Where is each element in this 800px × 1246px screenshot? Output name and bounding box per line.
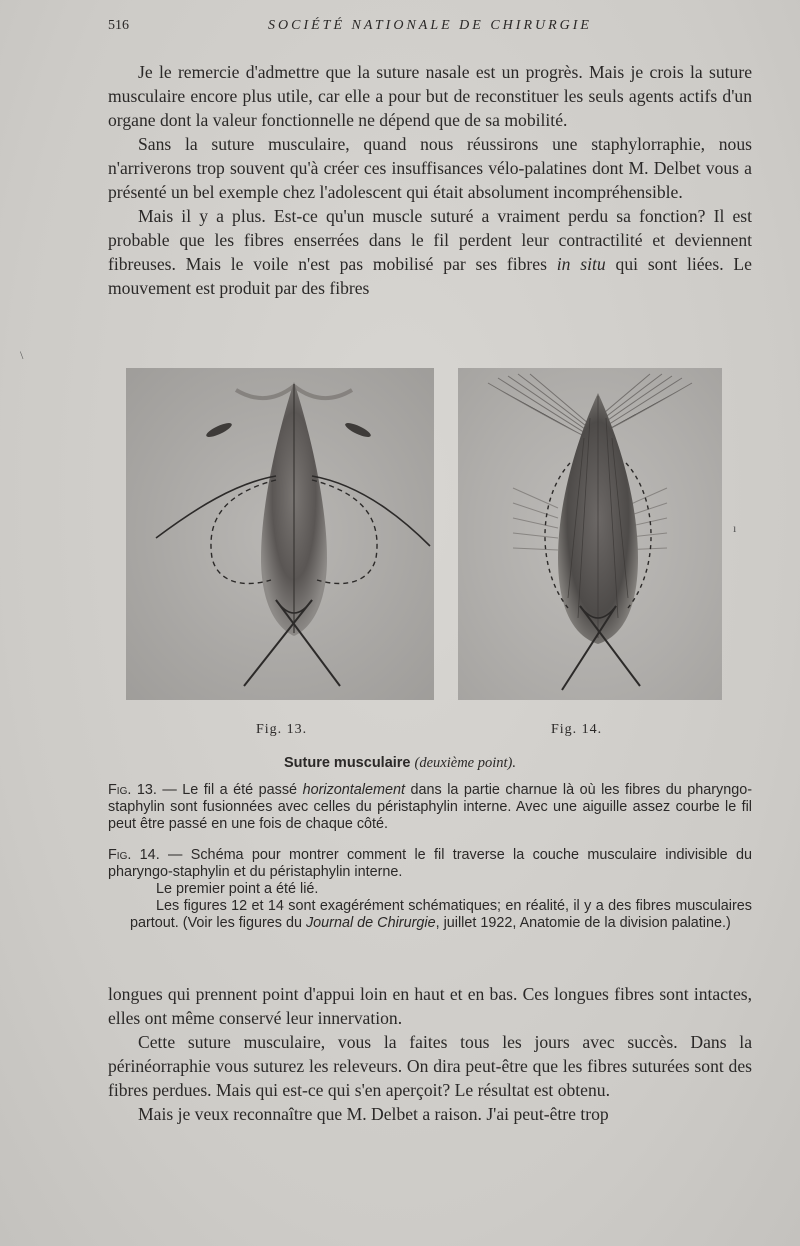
page-number: 516 (108, 18, 129, 33)
caption-13-text (108, 782, 752, 833)
running-title: SOCIÉTÉ NATIONALE DE CHIRURGIE (268, 18, 592, 33)
caption-13-before: — Le fil a été passé (156, 782, 303, 798)
caption-title-bold: Suture musculaire (283, 755, 411, 771)
caption-fig-14 (108, 847, 752, 932)
caption-14-line-3-after: , juillet 1922, Anatomie de la division palatine.) (435, 915, 731, 931)
paragraph-3 (108, 204, 752, 300)
paragraph-3-before: Mais il y a plus. Est-ce qu'un muscle suturé a vraiment perdu sa fonction? Il est probable que les fibres enserrées dans le fil perdent leur contractilité et deviennent fibreuses. Mais le voile n'est pas mobilisé par ses fibres (108, 206, 752, 274)
stray-mark-right: ı (733, 521, 737, 535)
caption-14-text: — Schéma pour montrer comment le fil traverse la couche musculaire indivisible du pharyngo-staphylin et du péristaphylin interne. (108, 847, 752, 880)
paragraph-5: Cette suture musculaire, vous la faites tous les jours avec succès. Dans la périnéorraphie vous suturez les releveurs. On dira peut-être que les fibres suturées sont des fibres perdues. Mais qui est-ce qui s'en aperçoit? Le résultat est obtenu. (108, 1032, 752, 1100)
caption-13-italic: horizontalement (302, 782, 405, 798)
figure-13-left-almond (205, 420, 234, 439)
paragraph-3-italic: in situ (556, 254, 606, 274)
caption-14-label: Fig. 14. (108, 847, 160, 863)
figure-13-illustration (126, 368, 434, 700)
caption-14-line-2: Le premier point a été lié. (156, 881, 319, 897)
caption-14-line-3-before: Les figures 12 et 14 sont exagérément schématiques; en réalité, il y a des fibres musculaires partout. (Voir les figures du (130, 898, 752, 931)
bottom-text-block (108, 982, 752, 1126)
caption-13-after: dans la partie charnue là où les fibres du pharyngo-staphylin sont fusionnées avec celles du péristaphylin interne. Avec une aiguille assez courbe le fil peut être passé en une fois de chaque côté. (108, 782, 752, 832)
caption-14-line-1 (108, 847, 752, 881)
figure-13-thread-right (312, 476, 430, 546)
caption-13-label: Fig. 13. (108, 782, 157, 798)
top-text-block (108, 60, 752, 300)
paragraph-3-after: qui sont liées. Le mouvement est produit par des fibres (108, 254, 752, 298)
paragraph-continuation: longues qui prennent point d'appui loin en haut et en bas. Ces longues fibres sont intactes, elles ont même conservé leur innervation. (108, 984, 752, 1028)
caption-title (0, 755, 800, 772)
paragraph-1: Je le remercie d'admettre que la suture nasale est un progrès. Mais je crois la suture musculaire encore plus utile, car elle a pour but de reconstituer les seuls agents actifs d'un organe dont la valeur fonctionnelle ne dépend que de sa mobilité. (108, 62, 752, 130)
figure-14-illustration (458, 368, 722, 700)
paragraph-6: Mais je veux reconnaître que M. Delbet a raison. J'ai peut-être trop (138, 1104, 609, 1124)
figure-13-right-almond (344, 420, 373, 439)
page-header (108, 18, 752, 40)
caption-14-line-3 (108, 898, 752, 932)
caption-fig-13 (108, 782, 752, 833)
figure-13-drawing (126, 368, 434, 700)
figure-14-drawing (458, 368, 722, 700)
stray-mark-left: \ (20, 348, 24, 362)
figure-13-label: Fig. 13. (256, 722, 308, 737)
caption-14-journal: Journal de Chirurgie (305, 915, 436, 931)
caption-title-italic: (deuxième point). (414, 755, 516, 771)
paragraph-2: Sans la suture musculaire, quand nous réussirons une staphylorraphie, nous n'arriverons trop souvent qu'à créer ces insuffisances vélo-palatines dont M. Delbet vous a présenté un bel exemple chez l'adolescent qui était absolument incompréhensible. (108, 134, 752, 202)
figure-14-label: Fig. 14. (551, 722, 603, 737)
